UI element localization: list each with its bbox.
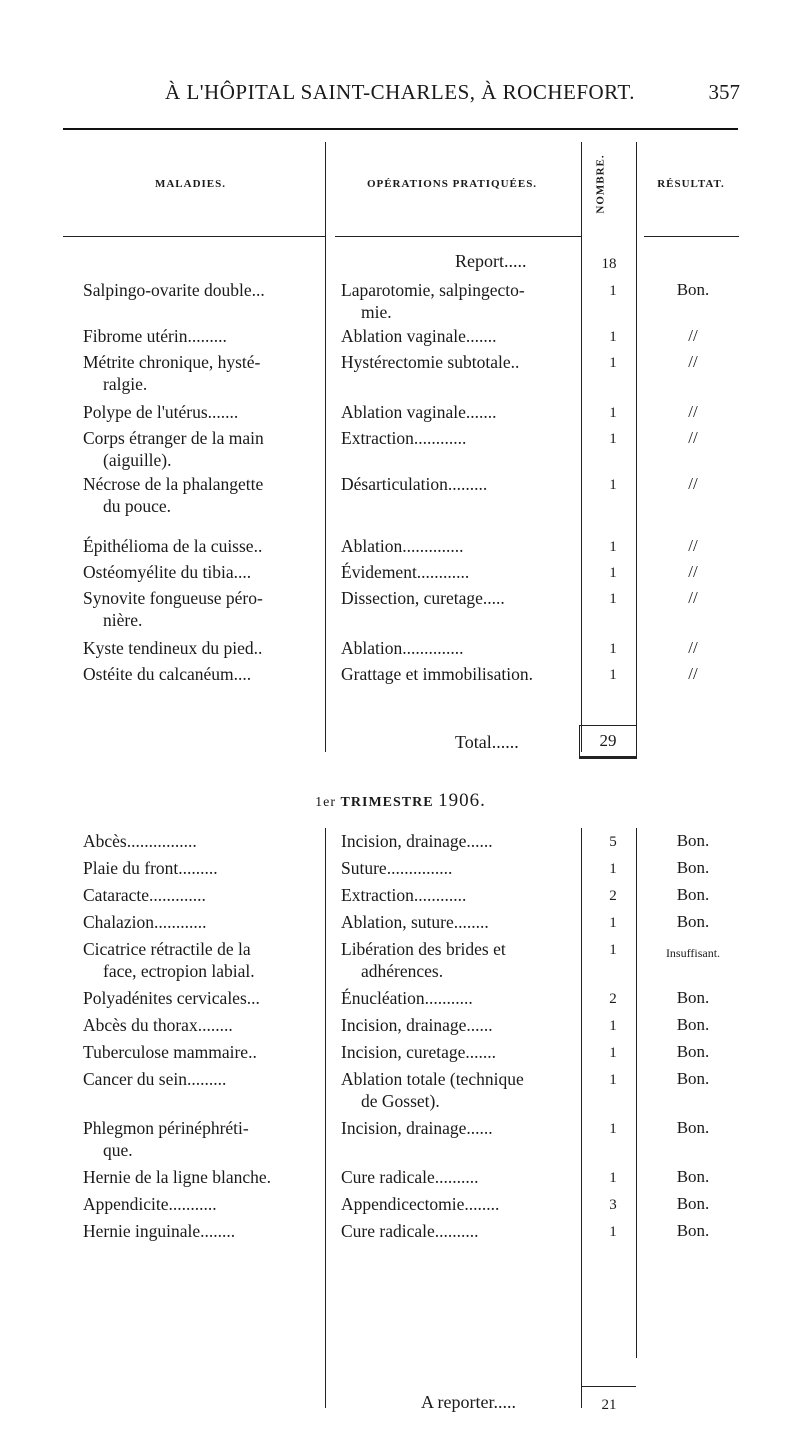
table-cell-operation: Incision, drainage...... [341, 1015, 493, 1035]
table-cell-maladie: Tuberculose mammaire.. [83, 1042, 257, 1062]
section-title [63, 790, 738, 812]
table-cell-nombre: 1 [609, 591, 617, 607]
table-cell-resultat: Bon. [676, 1221, 710, 1240]
header-nombre-label: NOMBRE. [595, 154, 607, 214]
table-cell-maladie: du pouce. [103, 496, 172, 516]
header-underline [644, 236, 739, 237]
page-header [60, 80, 740, 110]
table-cell-maladie: Polype de l'utérus....... [83, 402, 239, 422]
header-nombre [571, 146, 631, 226]
table-cell-maladie: Plaie du front......... [83, 858, 218, 878]
table-cell-maladie: Hernie de la ligne blanche. [83, 1167, 272, 1187]
table-cell-resultat: Bon. [676, 858, 710, 877]
table-cell-maladie: Synovite fongueuse péro- [83, 588, 263, 608]
table-cell-resultat: // [688, 562, 698, 581]
table-cell-resultat: Bon. [676, 912, 710, 931]
table-cell-operation: Appendicectomie........ [341, 1194, 500, 1214]
table-cell-nombre: 2 [609, 888, 617, 904]
table-cell-maladie: Épithélioma de la cuisse.. [83, 536, 263, 556]
report-value: 18 [601, 256, 617, 272]
table-cell-operation: Ablation, suture........ [341, 912, 489, 932]
table-cell-maladie: Corps étranger de la main [83, 428, 264, 448]
table-cell-operation: de Gosset). [361, 1091, 440, 1111]
header-resultat: RÉSULTAT. [657, 178, 725, 190]
table-cell-nombre: 1 [609, 1170, 617, 1186]
table-cell-maladie: Chalazion............ [83, 912, 207, 932]
table-cell-nombre: 1 [609, 641, 617, 657]
table-cell-resultat: Bon. [676, 1042, 710, 1061]
table-cell-operation: Dissection, curetage..... [341, 588, 505, 608]
table-cell-maladie: Nécrose de la phalangette [83, 474, 264, 494]
table-cell-maladie: Abcès................ [83, 831, 197, 851]
column-rule [636, 142, 637, 752]
table-cell-resultat: Bon. [676, 885, 710, 904]
table-cell-operation: Suture............... [341, 858, 453, 878]
section-ordinal: 1er [315, 795, 341, 810]
table-cell-maladie: ralgie. [103, 374, 148, 394]
table-cell-operation: Énucléation........... [341, 988, 473, 1008]
table-cell-maladie: (aiguille). [103, 450, 172, 470]
report-label: Report..... [455, 251, 527, 271]
table-cell-nombre: 1 [609, 915, 617, 931]
table-cell-operation: Extraction............ [341, 885, 467, 905]
table-cell-maladie: Appendicite........... [83, 1194, 217, 1214]
table-cell-resultat: // [688, 588, 698, 607]
table-cell-resultat: Bon. [676, 1194, 710, 1213]
table-cell-maladie: face, ectropion labial. [103, 961, 255, 981]
table-cell-resultat: Insuffisant. [665, 946, 721, 960]
table-cell-operation: mie. [361, 302, 392, 322]
carry-forward-label: A reporter..... [421, 1392, 516, 1412]
table-cell-maladie: Fibrome utérin......... [83, 326, 227, 346]
table-cell-nombre: 3 [609, 1197, 617, 1213]
column-rule [581, 828, 582, 1408]
running-title: À L'HÔPITAL SAINT-CHARLES, À ROCHEFORT. [165, 80, 635, 104]
table-cell-operation: Évidement............ [341, 562, 470, 582]
header-underline [63, 236, 325, 237]
table-cell-nombre: 1 [609, 431, 617, 447]
column-rule [325, 828, 326, 1408]
table-cell-nombre: 1 [609, 405, 617, 421]
header-maladies: MALADIES. [154, 178, 227, 190]
table-cell-nombre: 1 [609, 329, 617, 345]
table-cell-nombre: 2 [609, 991, 617, 1007]
table-cell-nombre: 1 [609, 1121, 617, 1137]
total-value: 29 [579, 725, 637, 759]
table-cell-nombre: 1 [609, 1072, 617, 1088]
table-cell-nombre: 1 [609, 1224, 617, 1240]
table-cell-nombre: 1 [609, 539, 617, 555]
table-cell-nombre: 5 [609, 834, 617, 850]
table-cell-operation: Ablation vaginale....... [341, 326, 497, 346]
table-cell-operation: Hystérectomie subtotale.. [341, 352, 520, 372]
table-cell-nombre: 1 [609, 667, 617, 683]
table-cell-nombre: 1 [609, 355, 617, 371]
carry-forward-value: 21 [601, 1397, 617, 1413]
table-cell-maladie: Métrite chronique, hysté- [83, 352, 261, 372]
table-cell-resultat: // [688, 352, 698, 371]
table-cell-operation: Incision, drainage...... [341, 831, 493, 851]
table-cell-resultat: // [688, 428, 698, 447]
table-cell-maladie: Cancer du sein......... [83, 1069, 227, 1089]
header-operations: OPÉRATIONS PRATIQUÉES. [366, 178, 538, 190]
table-cell-resultat: Bon. [676, 831, 710, 850]
table-cell-operation: Ablation.............. [341, 638, 464, 658]
table-cell-maladie: nière. [103, 610, 143, 630]
table-cell-maladie: Ostéite du calcanéum.... [83, 664, 252, 684]
table-cell-resultat: Bon. [676, 1069, 710, 1088]
table-cell-resultat: // [688, 402, 698, 421]
table-cell-maladie: Hernie inguinale........ [83, 1221, 236, 1241]
table-cell-maladie: Cataracte............. [83, 885, 206, 905]
section-year: 1906. [438, 790, 486, 811]
table-cell-resultat: Bon. [676, 280, 710, 299]
table-cell-maladie: Kyste tendineux du pied.. [83, 638, 263, 658]
table-cell-operation: Cure radicale.......... [341, 1167, 479, 1187]
table-cell-maladie: Phlegmon périnéphréti- [83, 1118, 249, 1138]
table-cell-operation: Cure radicale.......... [341, 1221, 479, 1241]
table-cell-resultat: // [688, 326, 698, 345]
table-cell-resultat: // [688, 474, 698, 493]
table-cell-operation: Extraction............ [341, 428, 467, 448]
table-cell-operation: Libération des brides et [341, 939, 506, 959]
column-rule [636, 828, 637, 1358]
table-cell-nombre: 1 [609, 565, 617, 581]
table-cell-maladie: Cicatrice rétractile de la [83, 939, 251, 959]
table-cell-nombre: 1 [609, 1018, 617, 1034]
table-cell-nombre: 1 [609, 1045, 617, 1061]
table-cell-operation: Ablation vaginale....... [341, 402, 497, 422]
table-cell-operation: adhérences. [361, 961, 444, 981]
table-cell-resultat: Bon. [676, 1167, 710, 1186]
table-cell-resultat: // [688, 638, 698, 657]
table-cell-operation: Ablation.............. [341, 536, 464, 556]
table-cell-nombre: 1 [609, 861, 617, 877]
table-cell-operation: Incision, drainage...... [341, 1118, 493, 1138]
table-cell-resultat: // [688, 664, 698, 683]
table-cell-operation: Désarticulation......... [341, 474, 488, 494]
carry-forward-rule [581, 1386, 636, 1387]
table-cell-nombre: 1 [609, 283, 617, 299]
table-cell-operation: Ablation totale (technique [341, 1069, 524, 1089]
table-cell-maladie: Abcès du thorax........ [83, 1015, 233, 1035]
total-label: Total...... [455, 732, 519, 752]
table-cell-operation: Incision, curetage....... [341, 1042, 497, 1062]
table-cell-resultat: // [688, 536, 698, 555]
table-cell-resultat: Bon. [676, 1118, 710, 1137]
table-cell-maladie: que. [103, 1140, 133, 1160]
table-cell-nombre: 1 [609, 942, 617, 958]
header-underline [335, 236, 581, 237]
column-rule [325, 142, 326, 752]
table-cell-operation: Grattage et immobilisation. [341, 664, 533, 684]
table-cell-nombre: 1 [609, 477, 617, 493]
table-cell-operation: Laparotomie, salpingecto- [341, 280, 525, 300]
table-cell-resultat: Bon. [676, 1015, 710, 1034]
table-cell-maladie: Salpingo-ovarite double... [83, 280, 265, 300]
table-cell-maladie: Polyadénites cervicales... [83, 988, 260, 1008]
page-number: 357 [708, 80, 740, 104]
column-rule [581, 142, 582, 752]
table-cell-resultat: Bon. [676, 988, 710, 1007]
section-word: TRIMESTRE [340, 795, 439, 810]
table-cell-maladie: Ostéomyélite du tibia.... [83, 562, 252, 582]
